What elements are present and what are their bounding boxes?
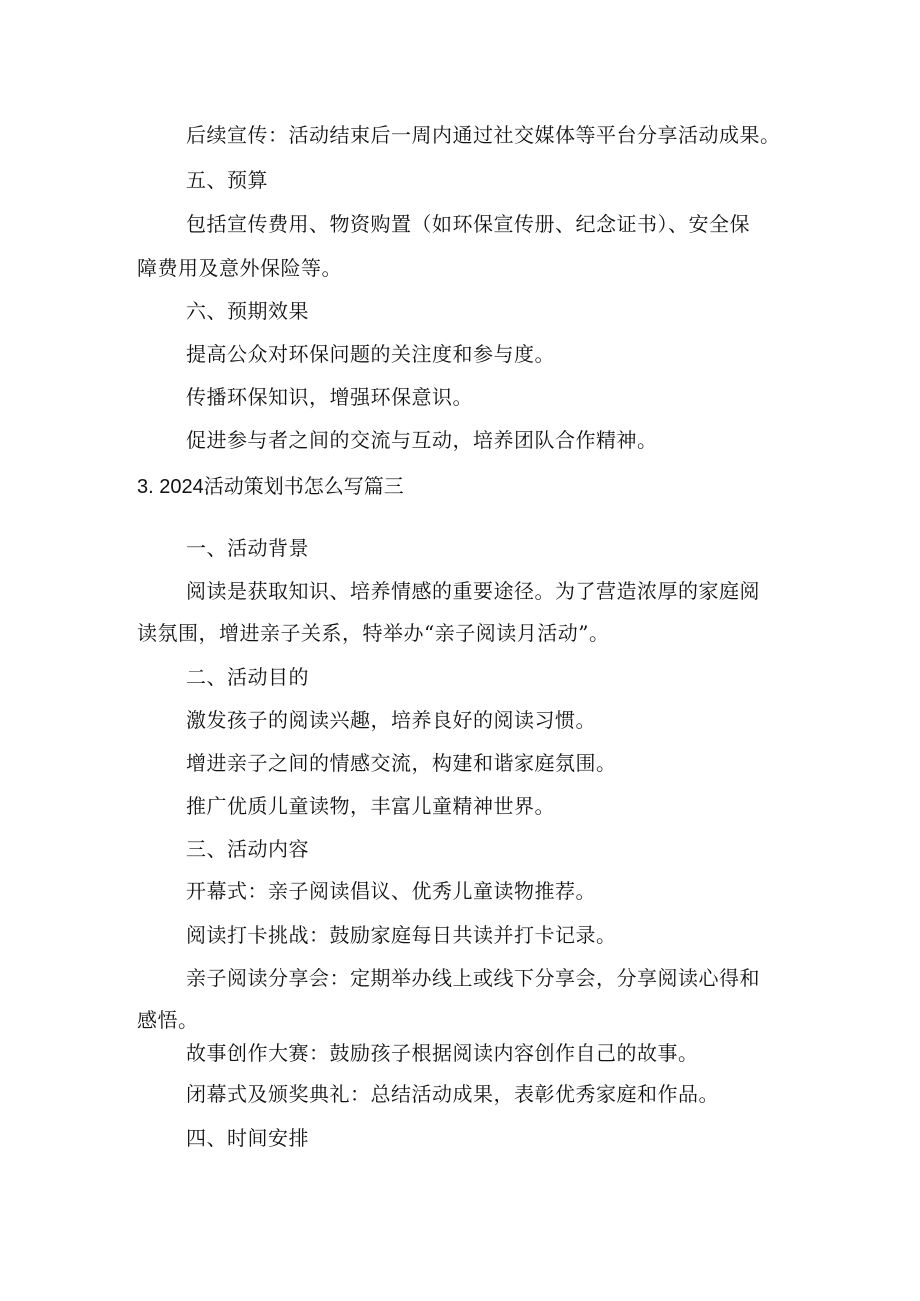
- paragraph-background-line1: 阅读是获取知识、培养情感的重要途径。为了营造浓厚的家庭阅: [186, 579, 760, 603]
- section-heading-expected-effects: 六、预期效果: [186, 299, 309, 323]
- section-heading-budget: 五、预算: [186, 168, 268, 192]
- section-heading-background: 一、活动背景: [186, 536, 309, 560]
- section-heading-schedule: 四、时间安排: [186, 1126, 309, 1150]
- paragraph-background-line2: 读氛围，增进亲子关系，特举办“亲子阅读月活动”。: [137, 621, 610, 645]
- paragraph-followup-promotion: 后续宣传：活动结束后一周内通过社交媒体等平台分享活动成果。: [186, 123, 781, 147]
- paragraph-purpose-3: 推广优质儿童读物，丰富儿童精神世界。: [186, 794, 555, 818]
- paragraph-content-sharing-line1: 亲子阅读分享会：定期举办线上或线下分享会，分享阅读心得和: [186, 966, 760, 990]
- paragraph-content-checkin: 阅读打卡挑战：鼓励家庭每日共读并打卡记录。: [186, 923, 617, 947]
- paragraph-effect-2: 传播环保知识，增强环保意识。: [186, 385, 473, 409]
- paragraph-purpose-1: 激发孩子的阅读兴趣，培养良好的阅读习惯。: [186, 708, 596, 732]
- paragraph-content-opening: 开幕式：亲子阅读倡议、优秀儿童读物推荐。: [186, 879, 596, 903]
- paragraph-content-closing: 闭幕式及颁奖典礼：总结活动成果，表彰优秀家庭和作品。: [186, 1082, 719, 1106]
- paragraph-content-sharing-line2: 感悟。: [137, 1008, 199, 1032]
- paragraph-effect-3: 促进参与者之间的交流与互动，培养团队合作精神。: [186, 428, 658, 452]
- paragraph-content-story-contest: 故事创作大赛：鼓励孩子根据阅读内容创作自己的故事。: [186, 1041, 699, 1065]
- paragraph-budget-line1: 包括宣传费用、物资购置（如环保宣传册、纪念证书）、安全保: [186, 212, 750, 236]
- section-heading-purpose: 二、活动目的: [186, 665, 309, 689]
- paragraph-purpose-2: 增进亲子之间的情感交流，构建和谐家庭氛围。: [186, 751, 617, 775]
- section-heading-content: 三、活动内容: [186, 837, 309, 861]
- paragraph-effect-1: 提高公众对环保问题的关注度和参与度。: [186, 342, 555, 366]
- paragraph-budget-line2: 障费用及意外保险等。: [137, 256, 342, 280]
- article-heading: 3. 2024活动策划书怎么写篇三: [137, 476, 404, 498]
